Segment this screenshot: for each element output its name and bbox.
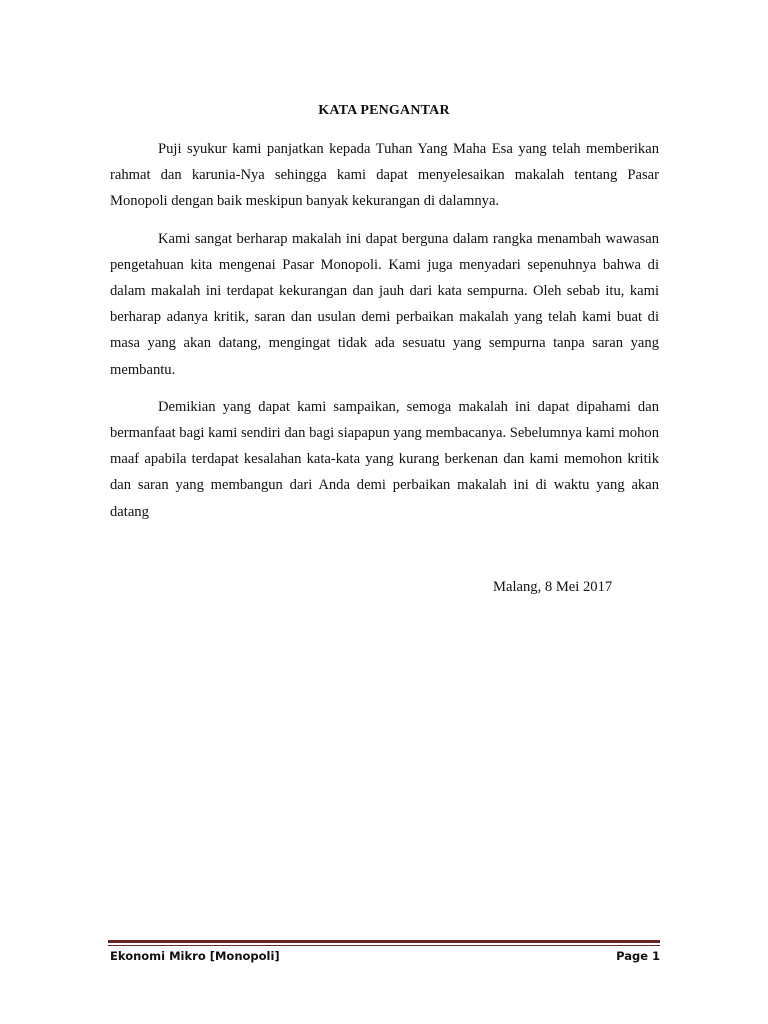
paragraph-1: Puji syukur kami panjatkan kepada Tuhan Yang Maha Esa yang telah memberikan rahmat dan karunia-Nya sehingga kami dapat menyelesaikan makalah tentang Pasar Monopoli dengan baik meskipun banyak kekurangan di dalamnya. xyxy=(110,141,659,210)
footer-divider-thin xyxy=(108,945,660,946)
page-title: KATA PENGANTAR xyxy=(318,103,450,118)
footer-document-title: Ekonomi Mikro [Monopoli] xyxy=(110,949,280,963)
footer-divider-thick xyxy=(108,940,660,943)
paragraph-2: Kami sangat berharap makalah ini dapat berguna dalam rangka menambah wawasan pengetahuan kita mengenai Pasar Monopoli. Kami juga menyadari sepenuhnya bahwa di dalam makalah ini terdapat kekurangan dan jauh dari kata sempurna. Oleh sebab itu, kami berharap adanya kritik, saran dan usulan demi perbaikan makalah yang telah kami buat di masa yang akan datang, mengingat tidak ada sesuatu yang sempurna tanpa saran yang membantu. xyxy=(110,230,659,378)
body-text xyxy=(110,136,659,536)
footer-page-number: Page 1 xyxy=(616,949,660,963)
paragraph-3: Demikian yang dapat kami sampaikan, semoga makalah ini dapat dipahami dan bermanfaat bagi kami sendiri dan bagi siapapun yang membacanya. Sebelumnya kami mohon maaf apabila terdapat kesalahan kata-kata yang kurang berkenan dan kami memohon kritik dan saran yang membangun dari Anda demi perbaikan makalah ini di waktu yang akan datang xyxy=(110,398,659,520)
signature-place-date: Malang, 8 Mei 2017 xyxy=(493,579,613,595)
